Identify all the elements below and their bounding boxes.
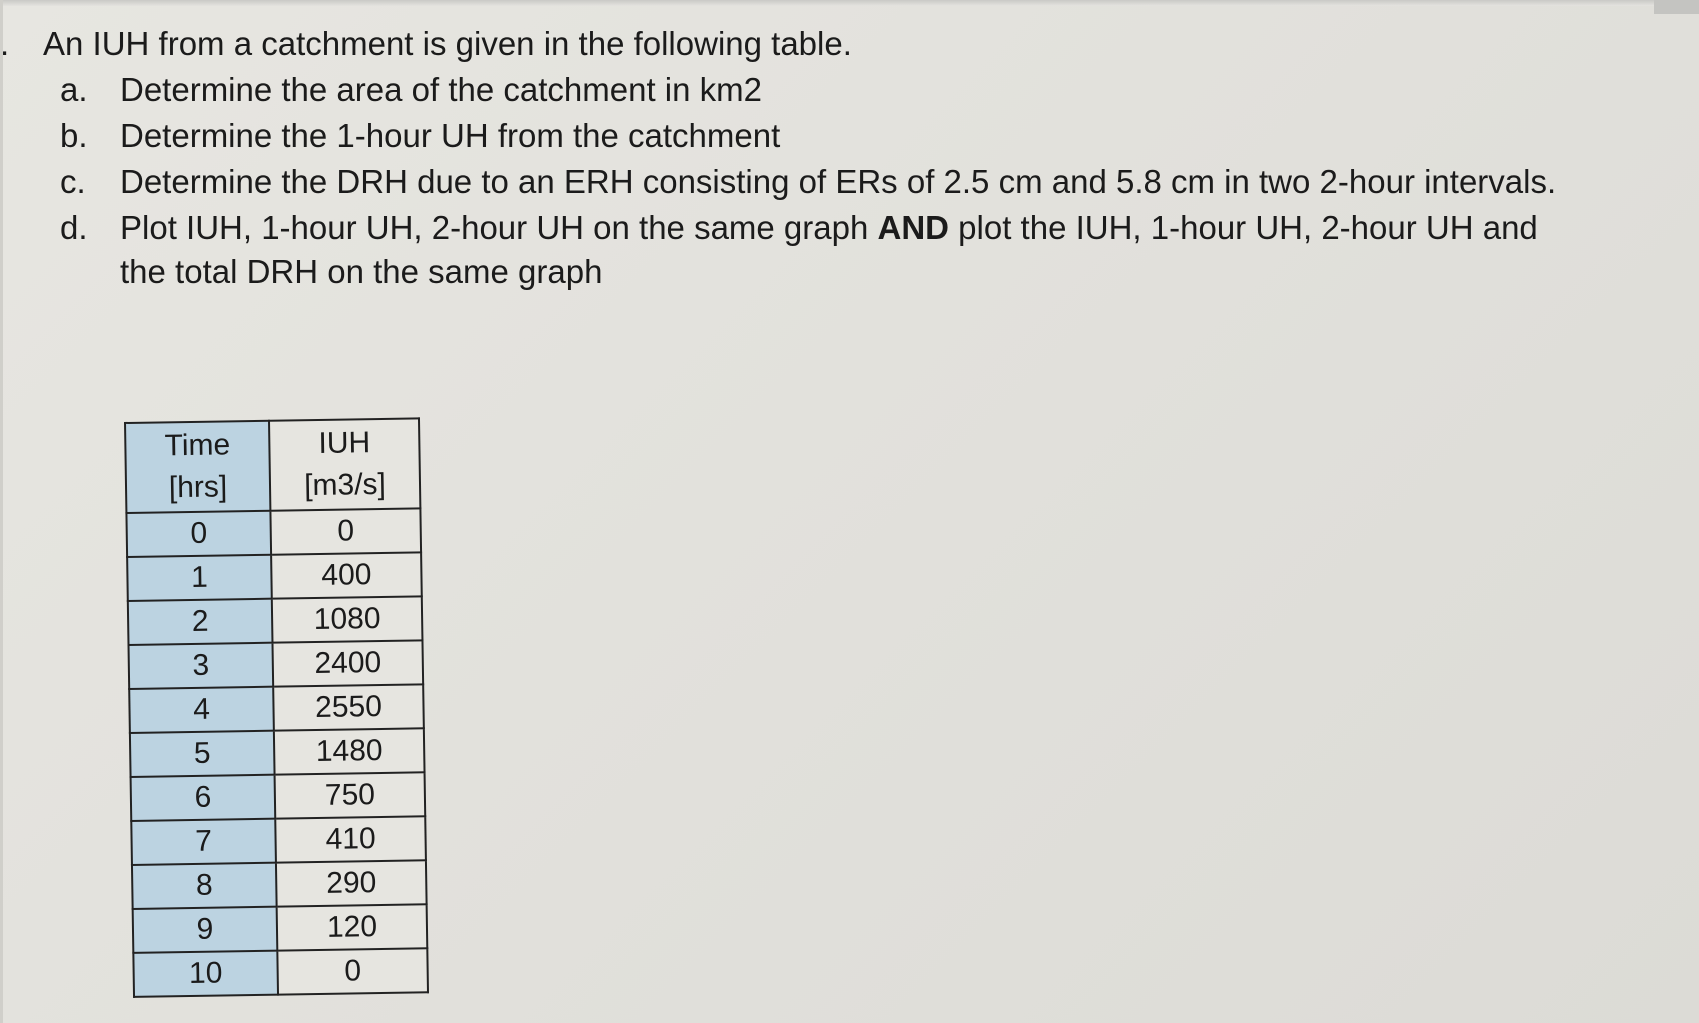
iuh-cell: 290 [276, 860, 427, 906]
table-row [130, 728, 425, 777]
part-d [0, 206, 1560, 294]
time-cell: 3 [129, 643, 274, 689]
part-letter: a. [60, 71, 88, 108]
table-header-row [125, 418, 420, 513]
part-c [0, 160, 1560, 204]
table-row [126, 508, 421, 557]
time-cell: 5 [130, 731, 275, 777]
page-top-edge [0, 0, 1699, 6]
question-block [0, 22, 1560, 294]
iuh-header-label: IUH [318, 426, 371, 460]
part-b [0, 114, 1560, 158]
time-header-label: Time [164, 428, 231, 463]
table-row [132, 860, 427, 909]
time-header-unit: [hrs] [168, 470, 228, 505]
iuh-cell: 1480 [274, 728, 425, 774]
time-cell: 0 [126, 511, 271, 557]
iuh-cell: 2550 [273, 684, 424, 730]
time-cell: 6 [131, 775, 276, 821]
table-row [131, 816, 426, 865]
iuh-cell: 0 [270, 508, 421, 554]
iuh-cell: 1080 [272, 596, 423, 642]
table-row [128, 596, 423, 645]
part-text-before: Plot IUH, 1-hour UH, 2-hour UH on the same graph [120, 209, 878, 246]
iuh-cell: 410 [275, 816, 426, 862]
part-text [120, 209, 1538, 290]
table-row [133, 948, 428, 997]
iuh-column-header [269, 418, 420, 510]
iuh-cell: 2400 [272, 640, 423, 686]
time-cell: 4 [129, 687, 274, 733]
time-cell: 1 [127, 555, 272, 601]
part-text: Determine the DRH due to an ERH consisting of ERs of 2.5 cm and 5.8 cm in two 2-hour intervals. [120, 163, 1557, 200]
iuh-cell: 750 [275, 772, 426, 818]
part-text: Determine the 1-hour UH from the catchment [120, 117, 781, 154]
page-corner-shadow [1654, 0, 1699, 14]
time-cell: 9 [133, 907, 278, 953]
iuh-table [124, 417, 429, 998]
part-a [0, 68, 1560, 112]
question-prompt-line [0, 22, 1560, 66]
part-letter: b. [60, 117, 88, 154]
table-row [133, 904, 428, 953]
question-parts-list [0, 68, 1560, 294]
part-letter: c. [60, 163, 86, 200]
part-text: Determine the area of the catchment in km2 [120, 71, 762, 108]
part-text-bold: AND [877, 209, 950, 246]
time-cell: 10 [133, 951, 278, 997]
table-row [131, 772, 426, 821]
iuh-header-unit: [m3/s] [303, 467, 387, 503]
question-prompt: An IUH from a catchment is given in the following table. [43, 25, 852, 62]
time-cell: 2 [128, 599, 273, 645]
iuh-cell: 120 [277, 904, 428, 950]
table-row [127, 552, 422, 601]
iuh-cell: 400 [271, 552, 422, 598]
part-text-after: plot the IUH, 1-hour UH, 2-hour UH and the total DRH on the same graph [120, 209, 1538, 290]
time-cell: 8 [132, 863, 277, 909]
table-row [129, 640, 424, 689]
iuh-cell: 0 [277, 948, 428, 994]
question-number: . [0, 25, 10, 62]
part-letter: d. [60, 209, 88, 246]
time-column-header [125, 421, 270, 513]
time-cell: 7 [131, 819, 276, 865]
table-row [129, 684, 424, 733]
